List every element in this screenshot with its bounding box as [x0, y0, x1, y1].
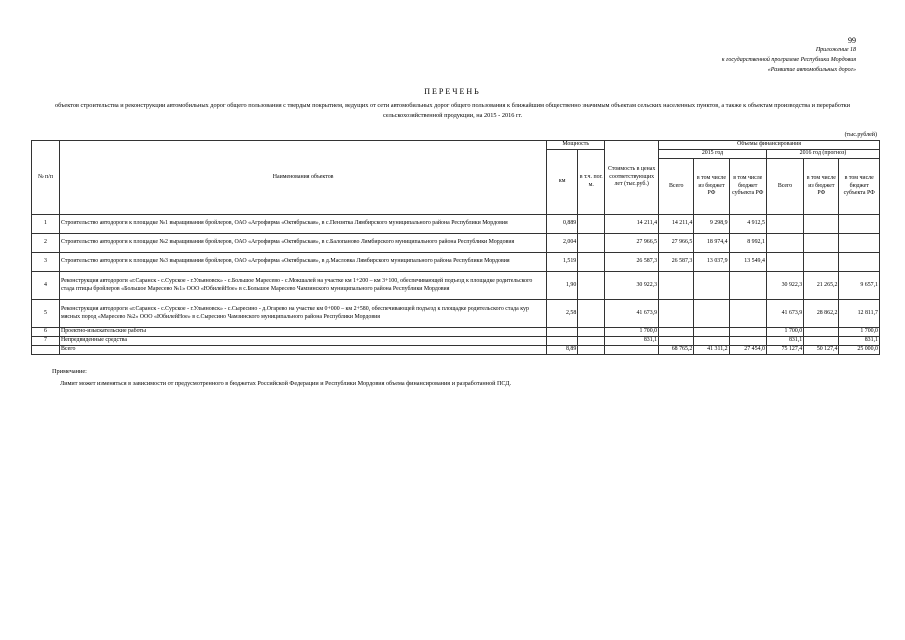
subj-2016 [839, 234, 880, 253]
rf-2015 [694, 300, 729, 328]
page-number: 99 [848, 36, 856, 45]
row-num: 2 [32, 234, 60, 253]
total-2016: 1 700,0 [766, 328, 803, 337]
table-row [32, 272, 880, 300]
appendix-line-2: к государственной программе Республики Мордовия [721, 57, 856, 63]
total-2016: 831,1 [766, 337, 803, 346]
subj-2016: 1 700,0 [839, 328, 880, 337]
rf-2016 [804, 337, 839, 346]
total-2015 [659, 337, 694, 346]
km-value: 2,004 [547, 234, 578, 253]
km-value [547, 337, 578, 346]
header-name: Наименования объектов [59, 141, 546, 215]
rf-2015: 13 037,9 [694, 253, 729, 272]
total-2015: 68 765,2 [659, 346, 694, 355]
header-total-2016: Всего [766, 159, 803, 215]
total-2015: 14 211,4 [659, 215, 694, 234]
rf-2015: 41 311,2 [694, 346, 729, 355]
km-value: 1,519 [547, 253, 578, 272]
row-num: 3 [32, 253, 60, 272]
total-2016 [766, 234, 803, 253]
cost-value: 30 922,3 [605, 272, 659, 300]
subj-2015: 13 549,4 [729, 253, 766, 272]
pogm-value [578, 300, 605, 328]
object-name: Всего [59, 346, 546, 355]
header-total-2015: Всего [659, 159, 694, 215]
table-row [32, 234, 880, 253]
header-rf-2016: в том числе из бюджет РФ [804, 159, 839, 215]
rf-2016 [804, 234, 839, 253]
table-row [32, 253, 880, 272]
object-name: Реконструкция автодороги «г.Саранск - с.Сурское - г.Ульяновск» - с.Большое Маресево - с.Мокшалей на участке км 1+200 – км 3+100, обеспечивающей подъезд к площадке родительского стада птицы бройлеров «Большое Маресево №1» ООО «ЮбилейНое» в с.Большое Маресево Чамзинского муниципального района Республики Мордовия [59, 272, 546, 300]
rf-2016 [804, 215, 839, 234]
pogm-value [578, 253, 605, 272]
pogm-value [578, 346, 605, 355]
km-value: 1,90 [547, 272, 578, 300]
subj-2015 [729, 337, 766, 346]
subj-2015 [729, 300, 766, 328]
note-label: Примечание: [52, 368, 87, 375]
table-row [32, 337, 880, 346]
pogm-value [578, 215, 605, 234]
total-2015 [659, 328, 694, 337]
header-incl-pogm: в т.ч. пог. м. [578, 150, 605, 215]
pogm-value [578, 272, 605, 300]
total-2015: 27 966,5 [659, 234, 694, 253]
cost-value [605, 346, 659, 355]
km-value [547, 328, 578, 337]
subj-2016: 831,1 [839, 337, 880, 346]
header-2015: 2015 год [659, 150, 767, 159]
object-name: Строительство автодороги к площадке №1 выращивания бройлеров, ОАО «Агрофирма «Октябрьская», в с.Пензятка Лямбирского муниципального района Республики Мордовия [59, 215, 546, 234]
cost-value: 41 673,9 [605, 300, 659, 328]
subj-2015 [729, 328, 766, 337]
row-num [32, 346, 60, 355]
pogm-value [578, 337, 605, 346]
subj-2015: 8 992,1 [729, 234, 766, 253]
object-name: Непредвиденные средства [59, 337, 546, 346]
document-title: ПЕРЕЧЕНЬ [424, 87, 481, 96]
table-row [32, 300, 880, 328]
rf-2016: 50 127,4 [804, 346, 839, 355]
object-name: Проектно-изыскательские работы [59, 328, 546, 337]
subj-2016 [839, 253, 880, 272]
rf-2015 [694, 272, 729, 300]
table-row [32, 215, 880, 234]
km-value: 2,58 [547, 300, 578, 328]
subj-2016: 9 657,1 [839, 272, 880, 300]
total-2016: 41 673,9 [766, 300, 803, 328]
total-2015: 26 587,3 [659, 253, 694, 272]
subj-2016: 25 000,0 [839, 346, 880, 355]
note-text: Лимит может изменяться в зависимости от предусмотренного в бюджетах Российской Федерации и Республики Мордовия объема финансирования и разработанной ПСД. [60, 380, 511, 387]
cost-value: 831,1 [605, 337, 659, 346]
rf-2016 [804, 328, 839, 337]
table-row [32, 328, 880, 337]
total-2015 [659, 300, 694, 328]
rf-2015: 18 974,4 [694, 234, 729, 253]
row-num: 6 [32, 328, 60, 337]
appendix-line-1: Приложение 18 [815, 47, 856, 53]
rf-2015 [694, 337, 729, 346]
header-capacity: Мощность [547, 141, 605, 150]
rf-2016: 28 862,2 [804, 300, 839, 328]
header-km: км [547, 150, 578, 215]
rf-2015 [694, 328, 729, 337]
cost-value: 14 211,4 [605, 215, 659, 234]
document-subtitle: объектов строительства и реконструкции автомобильных дорог общего пользования с твердым покрытием, ведущих от сети автомобильных дорог общего пользования к ближайшим общественно значимым объектам сельских населенных пунктов, а также к объектам производства и переработки сельскохозяйственной продукции, на 2015 - 2016 гг. [54, 102, 851, 119]
header-2016: 2016 год (прогноз) [766, 150, 879, 159]
row-num: 1 [32, 215, 60, 234]
total-2015 [659, 272, 694, 300]
subj-2015: 4 912,5 [729, 215, 766, 234]
object-name: Реконструкция автодороги «г.Саранск - с.Сурское - г.Ульяновск» - с.Сыресино - д.Огарево на участке км 0+000 – км 2+580, обеспечивающей подъезд к площадке родительского стада кур мясных пород «Маресево №2» ООО «ЮбилейНое» в с.Сыресино Чамзинского муниципального района Республики Мордовия [59, 300, 546, 328]
financing-table [31, 140, 880, 355]
object-name: Строительство автодороги к площадке №2 выращивания бройлеров, ОАО «Агрофирма «Октябрьская», в с.Балопаново Лямбирского муниципального района Республики Мордовия [59, 234, 546, 253]
header-subj-2016: в том числе бюджет субъекта РФ [839, 159, 880, 215]
header-cost: Стоимость в ценах соответствующих лет (тыс.руб.) [605, 141, 659, 215]
header-num: № п/п [32, 141, 60, 215]
subj-2016 [839, 215, 880, 234]
subj-2015: 27 454,0 [729, 346, 766, 355]
total-2016: 30 922,3 [766, 272, 803, 300]
cost-value: 1 700,0 [605, 328, 659, 337]
km-value: 8,89 [547, 346, 578, 355]
row-num: 7 [32, 337, 60, 346]
rf-2016: 21 265,2 [804, 272, 839, 300]
row-num: 5 [32, 300, 60, 328]
appendix-line-3: «Развитие автомобильных дорог» [767, 67, 856, 73]
cost-value: 27 966,5 [605, 234, 659, 253]
pogm-value [578, 328, 605, 337]
table-row [32, 346, 880, 355]
subj-2016: 12 811,7 [839, 300, 880, 328]
header-subj-2015: в том числе бюджет субъекта РФ [729, 159, 766, 215]
km-value: 0,889 [547, 215, 578, 234]
row-num: 4 [32, 272, 60, 300]
header-funding: Объемы финансирования [659, 141, 880, 150]
header-rf-2015: в том числе из бюджет РФ [694, 159, 729, 215]
subj-2015 [729, 272, 766, 300]
rf-2015: 9 298,9 [694, 215, 729, 234]
total-2016 [766, 215, 803, 234]
total-2016: 75 127,4 [766, 346, 803, 355]
units-label: (тыс.рублей) [844, 132, 877, 138]
total-2016 [766, 253, 803, 272]
pogm-value [578, 234, 605, 253]
object-name: Строительство автодороги к площадке №3 выращивания бройлеров, ОАО «Агрофирма «Октябрьская», в д.Масловка Лямбирского муниципального района Республики Мордовия [59, 253, 546, 272]
rf-2016 [804, 253, 839, 272]
cost-value: 26 587,3 [605, 253, 659, 272]
